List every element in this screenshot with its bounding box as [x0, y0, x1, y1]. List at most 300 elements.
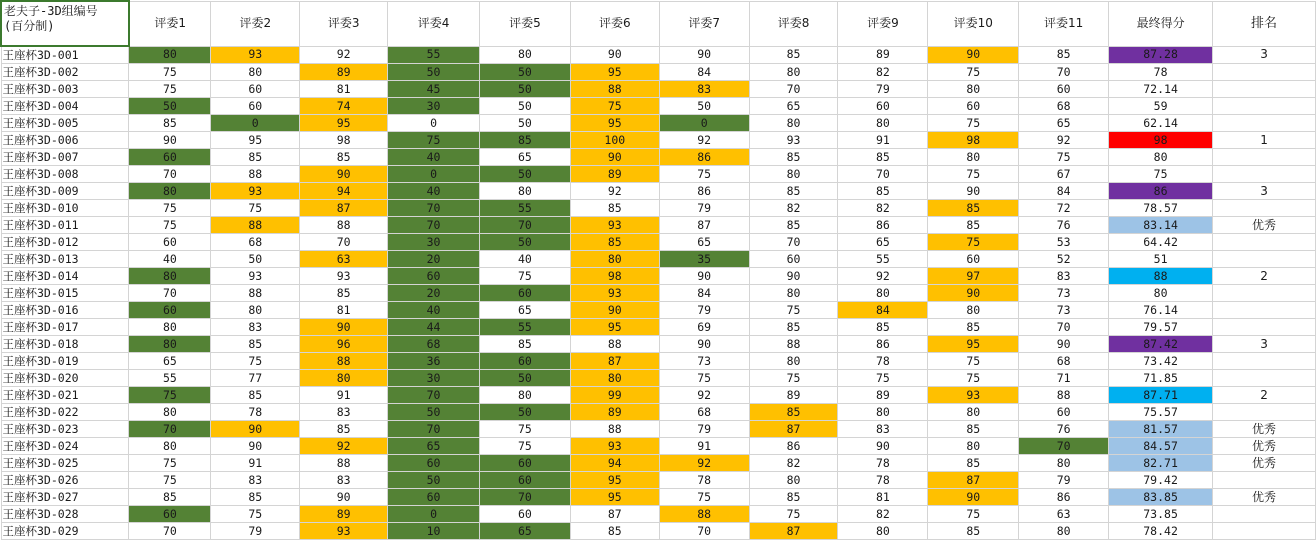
judge-8-score-cell[interactable]: 85 [749, 217, 838, 234]
judge-9-header[interactable]: 评委9 [838, 1, 928, 46]
final-score-cell[interactable]: 79.42 [1109, 472, 1213, 489]
rank-cell[interactable] [1213, 81, 1316, 98]
entry-id-cell[interactable]: 王座杯3D-019 [1, 353, 129, 370]
judge-1-score-cell[interactable]: 40 [129, 251, 211, 268]
judge-1-score-cell[interactable]: 70 [129, 523, 211, 540]
judge-3-header[interactable]: 评委3 [300, 1, 388, 46]
judge-4-score-cell[interactable]: 75 [388, 132, 480, 149]
judge-3-score-cell[interactable]: 85 [300, 149, 388, 166]
judge-7-score-cell[interactable]: 84 [659, 64, 749, 81]
judge-2-score-cell[interactable]: 88 [211, 217, 300, 234]
final-score-cell[interactable]: 87.71 [1109, 387, 1213, 404]
judge-8-header[interactable]: 评委8 [749, 1, 838, 46]
judge-5-score-cell[interactable]: 70 [479, 217, 570, 234]
judge-6-score-cell[interactable]: 88 [570, 81, 659, 98]
judge-1-score-cell[interactable]: 80 [129, 268, 211, 285]
judge-1-score-cell[interactable]: 80 [129, 438, 211, 455]
judge-1-score-cell[interactable]: 75 [129, 472, 211, 489]
entry-id-cell[interactable]: 王座杯3D-021 [1, 387, 129, 404]
rank-cell[interactable] [1213, 285, 1316, 302]
judge-7-score-cell[interactable]: 79 [659, 200, 749, 217]
entry-id-cell[interactable]: 王座杯3D-025 [1, 455, 129, 472]
rank-header[interactable]: 排名 [1213, 1, 1316, 46]
judge-11-score-cell[interactable]: 80 [1019, 455, 1109, 472]
judge-9-score-cell[interactable]: 80 [838, 404, 928, 421]
judge-7-score-cell[interactable]: 83 [659, 81, 749, 98]
judge-1-score-cell[interactable]: 70 [129, 285, 211, 302]
judge-1-score-cell[interactable]: 70 [129, 421, 211, 438]
judge-1-score-cell[interactable]: 70 [129, 166, 211, 183]
rank-cell[interactable] [1213, 302, 1316, 319]
entry-id-cell[interactable]: 王座杯3D-004 [1, 98, 129, 115]
judge-10-score-cell[interactable]: 75 [928, 115, 1019, 132]
judge-7-score-cell[interactable]: 86 [659, 183, 749, 200]
judge-7-score-cell[interactable]: 84 [659, 285, 749, 302]
judge-7-score-cell[interactable]: 35 [659, 251, 749, 268]
judge-10-score-cell[interactable]: 90 [928, 183, 1019, 200]
judge-8-score-cell[interactable]: 80 [749, 166, 838, 183]
entry-id-cell[interactable]: 王座杯3D-024 [1, 438, 129, 455]
entry-id-cell[interactable]: 王座杯3D-022 [1, 404, 129, 421]
judge-10-score-cell[interactable]: 85 [928, 319, 1019, 336]
judge-11-score-cell[interactable]: 92 [1019, 132, 1109, 149]
judge-9-score-cell[interactable]: 80 [838, 523, 928, 540]
judge-3-score-cell[interactable]: 90 [300, 319, 388, 336]
judge-8-score-cell[interactable]: 70 [749, 234, 838, 251]
judge-10-score-cell[interactable]: 85 [928, 217, 1019, 234]
judge-9-score-cell[interactable]: 85 [838, 319, 928, 336]
judge-5-score-cell[interactable]: 50 [479, 64, 570, 81]
judge-6-score-cell[interactable]: 98 [570, 268, 659, 285]
final-score-cell[interactable]: 87.28 [1109, 46, 1213, 64]
judge-5-score-cell[interactable]: 55 [479, 319, 570, 336]
judge-2-score-cell[interactable]: 75 [211, 506, 300, 523]
judge-4-score-cell[interactable]: 70 [388, 421, 480, 438]
final-score-cell[interactable]: 51 [1109, 251, 1213, 268]
judge-8-score-cell[interactable]: 75 [749, 370, 838, 387]
judge-9-score-cell[interactable]: 81 [838, 489, 928, 506]
judge-1-score-cell[interactable]: 75 [129, 81, 211, 98]
judge-3-score-cell[interactable]: 88 [300, 217, 388, 234]
judge-4-score-cell[interactable]: 20 [388, 285, 480, 302]
judge-6-score-cell[interactable]: 93 [570, 217, 659, 234]
judge-6-score-cell[interactable]: 89 [570, 166, 659, 183]
rank-cell[interactable] [1213, 98, 1316, 115]
final-score-cell[interactable]: 80 [1109, 285, 1213, 302]
judge-9-score-cell[interactable]: 83 [838, 421, 928, 438]
judge-6-score-cell[interactable]: 89 [570, 404, 659, 421]
judge-3-score-cell[interactable]: 63 [300, 251, 388, 268]
rank-cell[interactable]: 3 [1213, 46, 1316, 64]
final-score-cell[interactable]: 78.42 [1109, 523, 1213, 540]
judge-6-score-cell[interactable]: 87 [570, 506, 659, 523]
judge-4-score-cell[interactable]: 36 [388, 353, 480, 370]
final-score-header[interactable]: 最终得分 [1109, 1, 1213, 46]
judge-9-score-cell[interactable]: 60 [838, 98, 928, 115]
final-score-cell[interactable]: 73.85 [1109, 506, 1213, 523]
judge-5-score-cell[interactable]: 60 [479, 506, 570, 523]
judge-4-score-cell[interactable]: 40 [388, 183, 480, 200]
rank-cell[interactable] [1213, 506, 1316, 523]
judge-8-score-cell[interactable]: 88 [749, 336, 838, 353]
judge-6-score-cell[interactable]: 85 [570, 234, 659, 251]
judge-2-score-cell[interactable]: 93 [211, 183, 300, 200]
judge-7-score-cell[interactable]: 86 [659, 149, 749, 166]
judge-2-score-cell[interactable]: 75 [211, 200, 300, 217]
judge-8-score-cell[interactable]: 85 [749, 149, 838, 166]
judge-2-score-cell[interactable]: 50 [211, 251, 300, 268]
rank-cell[interactable] [1213, 353, 1316, 370]
entry-id-cell[interactable]: 王座杯3D-006 [1, 132, 129, 149]
judge-7-score-cell[interactable]: 90 [659, 336, 749, 353]
entry-id-cell[interactable]: 王座杯3D-002 [1, 64, 129, 81]
judge-2-header[interactable]: 评委2 [211, 1, 300, 46]
judge-4-score-cell[interactable]: 20 [388, 251, 480, 268]
judge-4-score-cell[interactable]: 40 [388, 149, 480, 166]
final-score-cell[interactable]: 80 [1109, 149, 1213, 166]
judge-8-score-cell[interactable]: 85 [749, 319, 838, 336]
judge-10-score-cell[interactable]: 85 [928, 455, 1019, 472]
rank-cell[interactable] [1213, 200, 1316, 217]
judge-11-score-cell[interactable]: 60 [1019, 81, 1109, 98]
judge-1-score-cell[interactable]: 75 [129, 64, 211, 81]
rank-cell[interactable] [1213, 166, 1316, 183]
judge-10-score-cell[interactable]: 90 [928, 489, 1019, 506]
final-score-cell[interactable]: 78 [1109, 64, 1213, 81]
judge-1-score-cell[interactable]: 80 [129, 404, 211, 421]
judge-8-score-cell[interactable]: 86 [749, 438, 838, 455]
judge-7-score-cell[interactable]: 70 [659, 523, 749, 540]
judge-5-score-cell[interactable]: 50 [479, 115, 570, 132]
judge-3-score-cell[interactable]: 85 [300, 285, 388, 302]
judge-4-score-cell[interactable]: 70 [388, 200, 480, 217]
judge-11-score-cell[interactable]: 70 [1019, 319, 1109, 336]
final-score-cell[interactable]: 98 [1109, 132, 1213, 149]
rank-cell[interactable] [1213, 404, 1316, 421]
entry-id-cell[interactable]: 王座杯3D-026 [1, 472, 129, 489]
judge-7-score-cell[interactable]: 92 [659, 387, 749, 404]
judge-4-score-cell[interactable]: 60 [388, 268, 480, 285]
judge-6-score-cell[interactable]: 80 [570, 370, 659, 387]
judge-9-score-cell[interactable]: 89 [838, 387, 928, 404]
rank-cell[interactable]: 3 [1213, 336, 1316, 353]
judge-8-score-cell[interactable]: 82 [749, 455, 838, 472]
judge-4-score-cell[interactable]: 50 [388, 472, 480, 489]
final-score-cell[interactable]: 81.57 [1109, 421, 1213, 438]
final-score-cell[interactable]: 79.57 [1109, 319, 1213, 336]
judge-6-score-cell[interactable]: 87 [570, 353, 659, 370]
judge-2-score-cell[interactable]: 90 [211, 438, 300, 455]
judge-4-score-cell[interactable]: 0 [388, 506, 480, 523]
judge-6-score-cell[interactable]: 88 [570, 336, 659, 353]
judge-2-score-cell[interactable]: 78 [211, 404, 300, 421]
rank-cell[interactable]: 1 [1213, 132, 1316, 149]
judge-11-score-cell[interactable]: 70 [1019, 64, 1109, 81]
judge-5-score-cell[interactable]: 60 [479, 285, 570, 302]
judge-2-score-cell[interactable]: 83 [211, 319, 300, 336]
judge-8-score-cell[interactable]: 80 [749, 115, 838, 132]
final-score-cell[interactable]: 71.85 [1109, 370, 1213, 387]
rank-cell[interactable] [1213, 523, 1316, 540]
rank-cell[interactable]: 2 [1213, 268, 1316, 285]
judge-10-score-cell[interactable]: 75 [928, 166, 1019, 183]
rank-cell[interactable]: 优秀 [1213, 217, 1316, 234]
judge-9-score-cell[interactable]: 92 [838, 268, 928, 285]
judge-11-score-cell[interactable]: 65 [1019, 115, 1109, 132]
judge-11-score-cell[interactable]: 79 [1019, 472, 1109, 489]
judge-2-score-cell[interactable]: 75 [211, 353, 300, 370]
judge-9-score-cell[interactable]: 86 [838, 217, 928, 234]
judge-6-score-cell[interactable]: 75 [570, 98, 659, 115]
rank-cell[interactable] [1213, 319, 1316, 336]
judge-4-score-cell[interactable]: 30 [388, 98, 480, 115]
entry-id-cell[interactable]: 王座杯3D-020 [1, 370, 129, 387]
judge-2-score-cell[interactable]: 85 [211, 387, 300, 404]
judge-1-score-cell[interactable]: 80 [129, 319, 211, 336]
judge-4-score-cell[interactable]: 30 [388, 234, 480, 251]
judge-2-score-cell[interactable]: 79 [211, 523, 300, 540]
judge-11-score-cell[interactable]: 85 [1019, 46, 1109, 64]
final-score-cell[interactable]: 75 [1109, 166, 1213, 183]
entry-id-cell[interactable]: 王座杯3D-023 [1, 421, 129, 438]
judge-2-score-cell[interactable]: 68 [211, 234, 300, 251]
judge-5-score-cell[interactable]: 40 [479, 251, 570, 268]
judge-8-score-cell[interactable]: 93 [749, 132, 838, 149]
judge-2-score-cell[interactable]: 80 [211, 302, 300, 319]
judge-8-score-cell[interactable]: 80 [749, 285, 838, 302]
judge-9-score-cell[interactable]: 75 [838, 370, 928, 387]
judge-5-score-cell[interactable]: 65 [479, 302, 570, 319]
judge-6-score-cell[interactable]: 92 [570, 183, 659, 200]
judge-8-score-cell[interactable]: 89 [749, 387, 838, 404]
rank-cell[interactable]: 优秀 [1213, 489, 1316, 506]
judge-10-score-cell[interactable]: 95 [928, 336, 1019, 353]
judge-2-score-cell[interactable]: 85 [211, 489, 300, 506]
judge-8-score-cell[interactable]: 87 [749, 523, 838, 540]
judge-11-score-cell[interactable]: 90 [1019, 336, 1109, 353]
rank-cell[interactable]: 2 [1213, 387, 1316, 404]
judge-9-score-cell[interactable]: 70 [838, 166, 928, 183]
judge-5-score-cell[interactable]: 75 [479, 438, 570, 455]
judge-5-score-cell[interactable]: 65 [479, 149, 570, 166]
judge-10-score-cell[interactable]: 87 [928, 472, 1019, 489]
judge-7-score-cell[interactable]: 78 [659, 472, 749, 489]
rank-cell[interactable] [1213, 472, 1316, 489]
final-score-cell[interactable]: 72.14 [1109, 81, 1213, 98]
judge-8-score-cell[interactable]: 75 [749, 302, 838, 319]
final-score-cell[interactable]: 86 [1109, 183, 1213, 200]
judge-6-score-cell[interactable]: 95 [570, 319, 659, 336]
entry-id-cell[interactable]: 王座杯3D-014 [1, 268, 129, 285]
entry-id-cell[interactable]: 王座杯3D-012 [1, 234, 129, 251]
judge-6-score-cell[interactable]: 95 [570, 64, 659, 81]
judge-8-score-cell[interactable]: 87 [749, 421, 838, 438]
judge-10-score-cell[interactable]: 80 [928, 438, 1019, 455]
judge-11-score-cell[interactable]: 83 [1019, 268, 1109, 285]
judge-10-score-cell[interactable]: 97 [928, 268, 1019, 285]
judge-7-score-cell[interactable]: 91 [659, 438, 749, 455]
judge-10-score-cell[interactable]: 98 [928, 132, 1019, 149]
judge-1-score-cell[interactable]: 75 [129, 387, 211, 404]
entry-id-cell[interactable]: 王座杯3D-009 [1, 183, 129, 200]
judge-3-score-cell[interactable]: 80 [300, 370, 388, 387]
judge-10-score-cell[interactable]: 75 [928, 370, 1019, 387]
judge-7-score-cell[interactable]: 75 [659, 489, 749, 506]
judge-6-score-cell[interactable]: 93 [570, 285, 659, 302]
judge-8-score-cell[interactable]: 75 [749, 506, 838, 523]
rank-cell[interactable]: 优秀 [1213, 455, 1316, 472]
judge-10-score-cell[interactable]: 60 [928, 251, 1019, 268]
judge-7-score-cell[interactable]: 90 [659, 46, 749, 64]
judge-7-score-cell[interactable]: 92 [659, 132, 749, 149]
judge-8-score-cell[interactable]: 85 [749, 404, 838, 421]
judge-7-header[interactable]: 评委7 [659, 1, 749, 46]
judge-4-score-cell[interactable]: 55 [388, 46, 480, 64]
judge-5-score-cell[interactable]: 50 [479, 98, 570, 115]
judge-3-score-cell[interactable]: 89 [300, 64, 388, 81]
judge-10-score-cell[interactable]: 80 [928, 302, 1019, 319]
judge-6-score-cell[interactable]: 100 [570, 132, 659, 149]
judge-7-score-cell[interactable]: 73 [659, 353, 749, 370]
judge-10-score-cell[interactable]: 75 [928, 353, 1019, 370]
judge-11-score-cell[interactable]: 84 [1019, 183, 1109, 200]
judge-11-score-cell[interactable]: 53 [1019, 234, 1109, 251]
judge-5-score-cell[interactable]: 85 [479, 336, 570, 353]
judge-7-score-cell[interactable]: 75 [659, 370, 749, 387]
judge-8-score-cell[interactable]: 60 [749, 251, 838, 268]
judge-8-score-cell[interactable]: 80 [749, 64, 838, 81]
judge-1-score-cell[interactable]: 80 [129, 46, 211, 64]
judge-6-score-cell[interactable]: 85 [570, 523, 659, 540]
judge-5-score-cell[interactable]: 50 [479, 404, 570, 421]
judge-7-score-cell[interactable]: 75 [659, 166, 749, 183]
judge-9-score-cell[interactable]: 91 [838, 132, 928, 149]
judge-3-score-cell[interactable]: 93 [300, 523, 388, 540]
judge-8-score-cell[interactable]: 70 [749, 81, 838, 98]
judge-6-score-cell[interactable]: 85 [570, 200, 659, 217]
judge-9-score-cell[interactable]: 79 [838, 81, 928, 98]
judge-1-score-cell[interactable]: 75 [129, 200, 211, 217]
judge-7-score-cell[interactable]: 50 [659, 98, 749, 115]
judge-8-score-cell[interactable]: 80 [749, 353, 838, 370]
judge-10-score-cell[interactable]: 85 [928, 523, 1019, 540]
judge-3-score-cell[interactable]: 94 [300, 183, 388, 200]
judge-7-score-cell[interactable]: 68 [659, 404, 749, 421]
entry-id-cell[interactable]: 王座杯3D-013 [1, 251, 129, 268]
judge-10-score-cell[interactable]: 80 [928, 404, 1019, 421]
rank-cell[interactable] [1213, 64, 1316, 81]
judge-11-score-cell[interactable]: 60 [1019, 404, 1109, 421]
rank-cell[interactable] [1213, 370, 1316, 387]
judge-9-score-cell[interactable]: 85 [838, 149, 928, 166]
judge-3-score-cell[interactable]: 83 [300, 404, 388, 421]
judge-11-score-cell[interactable]: 76 [1019, 421, 1109, 438]
judge-11-header[interactable]: 评委11 [1019, 1, 1109, 46]
judge-10-score-cell[interactable]: 75 [928, 506, 1019, 523]
judge-10-score-cell[interactable]: 85 [928, 200, 1019, 217]
final-score-cell[interactable]: 82.71 [1109, 455, 1213, 472]
judge-5-score-cell[interactable]: 50 [479, 166, 570, 183]
judge-7-score-cell[interactable]: 69 [659, 319, 749, 336]
judge-8-score-cell[interactable]: 85 [749, 46, 838, 64]
judge-5-score-cell[interactable]: 85 [479, 132, 570, 149]
judge-2-score-cell[interactable]: 88 [211, 285, 300, 302]
judge-2-score-cell[interactable]: 83 [211, 472, 300, 489]
judge-1-score-cell[interactable]: 50 [129, 98, 211, 115]
judge-8-score-cell[interactable]: 85 [749, 489, 838, 506]
rank-cell[interactable] [1213, 234, 1316, 251]
judge-2-score-cell[interactable]: 88 [211, 166, 300, 183]
judge-8-score-cell[interactable]: 90 [749, 268, 838, 285]
judge-2-score-cell[interactable]: 93 [211, 46, 300, 64]
judge-5-score-cell[interactable]: 70 [479, 489, 570, 506]
judge-2-score-cell[interactable]: 60 [211, 98, 300, 115]
judge-9-score-cell[interactable]: 55 [838, 251, 928, 268]
judge-5-score-cell[interactable]: 60 [479, 472, 570, 489]
judge-11-score-cell[interactable]: 75 [1019, 149, 1109, 166]
judge-6-score-cell[interactable]: 95 [570, 115, 659, 132]
final-score-cell[interactable]: 76.14 [1109, 302, 1213, 319]
judge-2-score-cell[interactable]: 77 [211, 370, 300, 387]
judge-10-score-cell[interactable]: 75 [928, 64, 1019, 81]
judge-1-score-cell[interactable]: 90 [129, 132, 211, 149]
judge-3-score-cell[interactable]: 81 [300, 81, 388, 98]
judge-6-score-cell[interactable]: 90 [570, 46, 659, 64]
judge-5-score-cell[interactable]: 60 [479, 353, 570, 370]
judge-4-score-cell[interactable]: 0 [388, 115, 480, 132]
judge-11-score-cell[interactable]: 71 [1019, 370, 1109, 387]
judge-11-score-cell[interactable]: 52 [1019, 251, 1109, 268]
judge-1-score-cell[interactable]: 85 [129, 489, 211, 506]
judge-2-score-cell[interactable]: 85 [211, 149, 300, 166]
judge-6-score-cell[interactable]: 99 [570, 387, 659, 404]
final-score-cell[interactable]: 73.42 [1109, 353, 1213, 370]
judge-6-score-cell[interactable]: 95 [570, 489, 659, 506]
judge-11-score-cell[interactable]: 63 [1019, 506, 1109, 523]
judge-11-score-cell[interactable]: 72 [1019, 200, 1109, 217]
judge-3-score-cell[interactable]: 92 [300, 46, 388, 64]
judge-1-header[interactable]: 评委1 [129, 1, 211, 46]
judge-11-score-cell[interactable]: 68 [1019, 353, 1109, 370]
judge-5-score-cell[interactable]: 65 [479, 523, 570, 540]
judge-4-score-cell[interactable]: 70 [388, 217, 480, 234]
judge-1-score-cell[interactable]: 55 [129, 370, 211, 387]
judge-3-score-cell[interactable]: 96 [300, 336, 388, 353]
judge-6-score-cell[interactable]: 88 [570, 421, 659, 438]
entry-id-cell[interactable]: 王座杯3D-027 [1, 489, 129, 506]
judge-2-score-cell[interactable]: 90 [211, 421, 300, 438]
judge-9-score-cell[interactable]: 86 [838, 336, 928, 353]
corner-header-cell[interactable] [1, 1, 129, 46]
judge-4-score-cell[interactable]: 30 [388, 370, 480, 387]
judge-3-score-cell[interactable]: 90 [300, 166, 388, 183]
judge-4-score-cell[interactable]: 68 [388, 336, 480, 353]
judge-4-score-cell[interactable]: 60 [388, 455, 480, 472]
judge-3-score-cell[interactable]: 83 [300, 472, 388, 489]
judge-3-score-cell[interactable]: 93 [300, 268, 388, 285]
judge-1-score-cell[interactable]: 80 [129, 183, 211, 200]
entry-id-cell[interactable]: 王座杯3D-003 [1, 81, 129, 98]
judge-9-score-cell[interactable]: 78 [838, 455, 928, 472]
entry-id-cell[interactable]: 王座杯3D-017 [1, 319, 129, 336]
judge-9-score-cell[interactable]: 82 [838, 506, 928, 523]
judge-2-score-cell[interactable]: 85 [211, 336, 300, 353]
entry-id-cell[interactable]: 王座杯3D-007 [1, 149, 129, 166]
final-score-cell[interactable]: 83.85 [1109, 489, 1213, 506]
judge-7-score-cell[interactable]: 87 [659, 217, 749, 234]
judge-3-score-cell[interactable]: 90 [300, 489, 388, 506]
judge-10-score-cell[interactable]: 93 [928, 387, 1019, 404]
